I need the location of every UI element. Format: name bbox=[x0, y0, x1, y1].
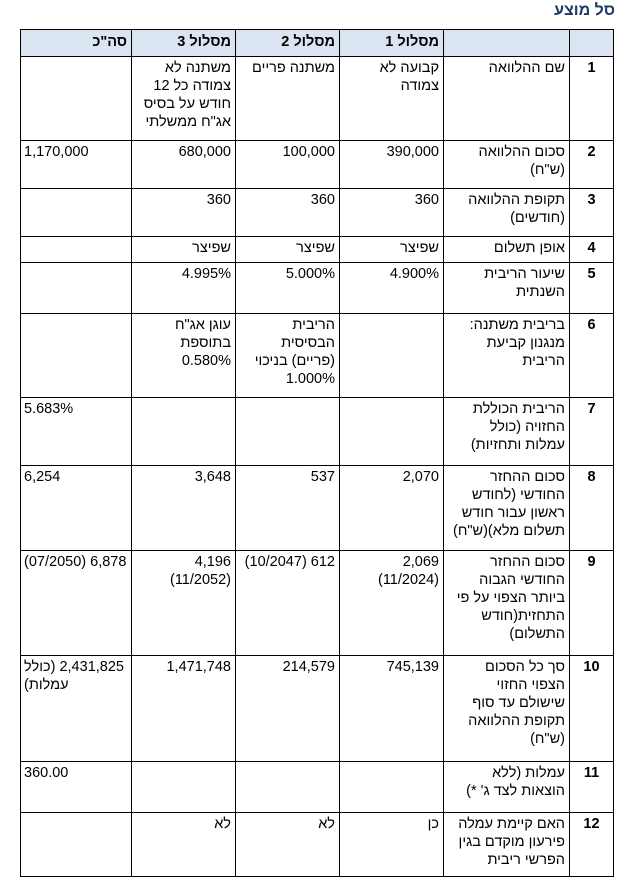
route-3-value: 680,000 bbox=[132, 141, 236, 189]
header-total: סה"כ bbox=[21, 30, 132, 57]
route-2-value: 100,000 bbox=[236, 141, 340, 189]
row-label: סכום ההחזר החודשי (לחודש ראשון עבור חודש תשלום מלא)(ש"ח) bbox=[444, 466, 570, 551]
route-2-value: 214,579 bbox=[236, 656, 340, 762]
route-3-value: משתנה לא צמודה כל 12 חודש על בסיס אג"ח ממשלתי bbox=[132, 57, 236, 141]
row-number: 10 bbox=[570, 656, 614, 762]
route-1-value: 390,000 bbox=[340, 141, 444, 189]
row-number: 8 bbox=[570, 466, 614, 551]
row-number: 11 bbox=[570, 762, 614, 813]
route-1-value bbox=[340, 314, 444, 398]
row-label: סכום ההחזר החודשי הגבוה ביותר הצפוי על פי התחזית(חודש התשלום) bbox=[444, 551, 570, 656]
total-value bbox=[21, 237, 132, 263]
row-label: תקופת ההלוואה (חודשים) bbox=[444, 189, 570, 237]
header-route-3: מסלול 3 bbox=[132, 30, 236, 57]
route-1-value: 4.900% bbox=[340, 263, 444, 314]
route-1-value: 2,070 bbox=[340, 466, 444, 551]
total-value: 6,878 (07/2050) bbox=[21, 551, 132, 656]
header-route-2: מסלול 2 bbox=[236, 30, 340, 57]
route-3-value: 1,471,748 bbox=[132, 656, 236, 762]
row-label: האם קיימת עמלה פירעון מוקדם בגין הפרשי ריבית bbox=[444, 813, 570, 877]
route-3-value: 4.995% bbox=[132, 263, 236, 314]
total-value: 1,170,000 bbox=[21, 141, 132, 189]
row-number: 6 bbox=[570, 314, 614, 398]
total-value: 5.683% bbox=[21, 398, 132, 466]
row-number: 4 bbox=[570, 237, 614, 263]
row-label: בריבית משתנה: מנגנון קביעת הריבית bbox=[444, 314, 570, 398]
row-label: שם ההלוואה bbox=[444, 57, 570, 141]
table-row bbox=[21, 813, 614, 877]
total-value bbox=[21, 189, 132, 237]
total-value bbox=[21, 813, 132, 877]
row-number: 5 bbox=[570, 263, 614, 314]
table-row bbox=[21, 189, 614, 237]
route-2-value: לא bbox=[236, 813, 340, 877]
route-1-value: 2,069 (11/2024) bbox=[340, 551, 444, 656]
page-title: סל מוצע bbox=[554, 2, 615, 19]
row-number: 3 bbox=[570, 189, 614, 237]
route-1-value: קבועה לא צמודה bbox=[340, 57, 444, 141]
route-3-value bbox=[132, 762, 236, 813]
route-3-value: 360 bbox=[132, 189, 236, 237]
route-2-value bbox=[236, 762, 340, 813]
route-1-value: 745,139 bbox=[340, 656, 444, 762]
route-1-value: שפיצר bbox=[340, 237, 444, 263]
total-value: 2,431,825 (כולל עמלות) bbox=[21, 656, 132, 762]
route-3-value: עוגן אג"ח בתוספת 0.580% bbox=[132, 314, 236, 398]
table-row bbox=[21, 141, 614, 189]
row-number: 2 bbox=[570, 141, 614, 189]
route-3-value: 3,648 bbox=[132, 466, 236, 551]
table-row bbox=[21, 762, 614, 813]
header-num bbox=[570, 30, 614, 57]
mortgage-mix-table bbox=[20, 29, 614, 877]
row-label: עמלות (ללא הוצאות לצד ג' *) bbox=[444, 762, 570, 813]
row-label: סכום ההלוואה (ש"ח) bbox=[444, 141, 570, 189]
route-3-value: שפיצר bbox=[132, 237, 236, 263]
route-2-value: 360 bbox=[236, 189, 340, 237]
table-row bbox=[21, 237, 614, 263]
route-3-value: 4,196 (11/2052) bbox=[132, 551, 236, 656]
row-label: סך כל הסכום הצפוי החזוי שישולם עד סוף תקופת ההלוואה (ש"ח) bbox=[444, 656, 570, 762]
route-2-value: 612 (10/2047) bbox=[236, 551, 340, 656]
route-2-value: 5.000% bbox=[236, 263, 340, 314]
row-number: 7 bbox=[570, 398, 614, 466]
table-row bbox=[21, 398, 614, 466]
header-route-1: מסלול 1 bbox=[340, 30, 444, 57]
route-1-value bbox=[340, 762, 444, 813]
row-number: 9 bbox=[570, 551, 614, 656]
route-2-value: שפיצר bbox=[236, 237, 340, 263]
header-row bbox=[21, 30, 614, 57]
row-label: הריבית הכוללת החזויה (כולל עמלות ותחזיות) bbox=[444, 398, 570, 466]
table-row bbox=[21, 57, 614, 141]
total-value bbox=[21, 263, 132, 314]
route-3-value bbox=[132, 398, 236, 466]
row-label: אופן תשלום bbox=[444, 237, 570, 263]
total-value: 360.00 bbox=[21, 762, 132, 813]
route-1-value bbox=[340, 398, 444, 466]
header-label bbox=[444, 30, 570, 57]
route-2-value: משתנה פריים bbox=[236, 57, 340, 141]
row-number: 1 bbox=[570, 57, 614, 141]
total-value: 6,254 bbox=[21, 466, 132, 551]
total-value bbox=[21, 57, 132, 141]
route-3-value: לא bbox=[132, 813, 236, 877]
table-row bbox=[21, 656, 614, 762]
route-2-value bbox=[236, 398, 340, 466]
table-row bbox=[21, 314, 614, 398]
row-number: 12 bbox=[570, 813, 614, 877]
route-1-value: כן bbox=[340, 813, 444, 877]
table-row bbox=[21, 551, 614, 656]
route-2-value: 537 bbox=[236, 466, 340, 551]
route-1-value: 360 bbox=[340, 189, 444, 237]
route-2-value: הריבית הבסיסית (פריים) בניכוי 1.000% bbox=[236, 314, 340, 398]
table-row bbox=[21, 263, 614, 314]
table-row bbox=[21, 466, 614, 551]
row-label: שיעור הריבית השנתית bbox=[444, 263, 570, 314]
total-value bbox=[21, 314, 132, 398]
